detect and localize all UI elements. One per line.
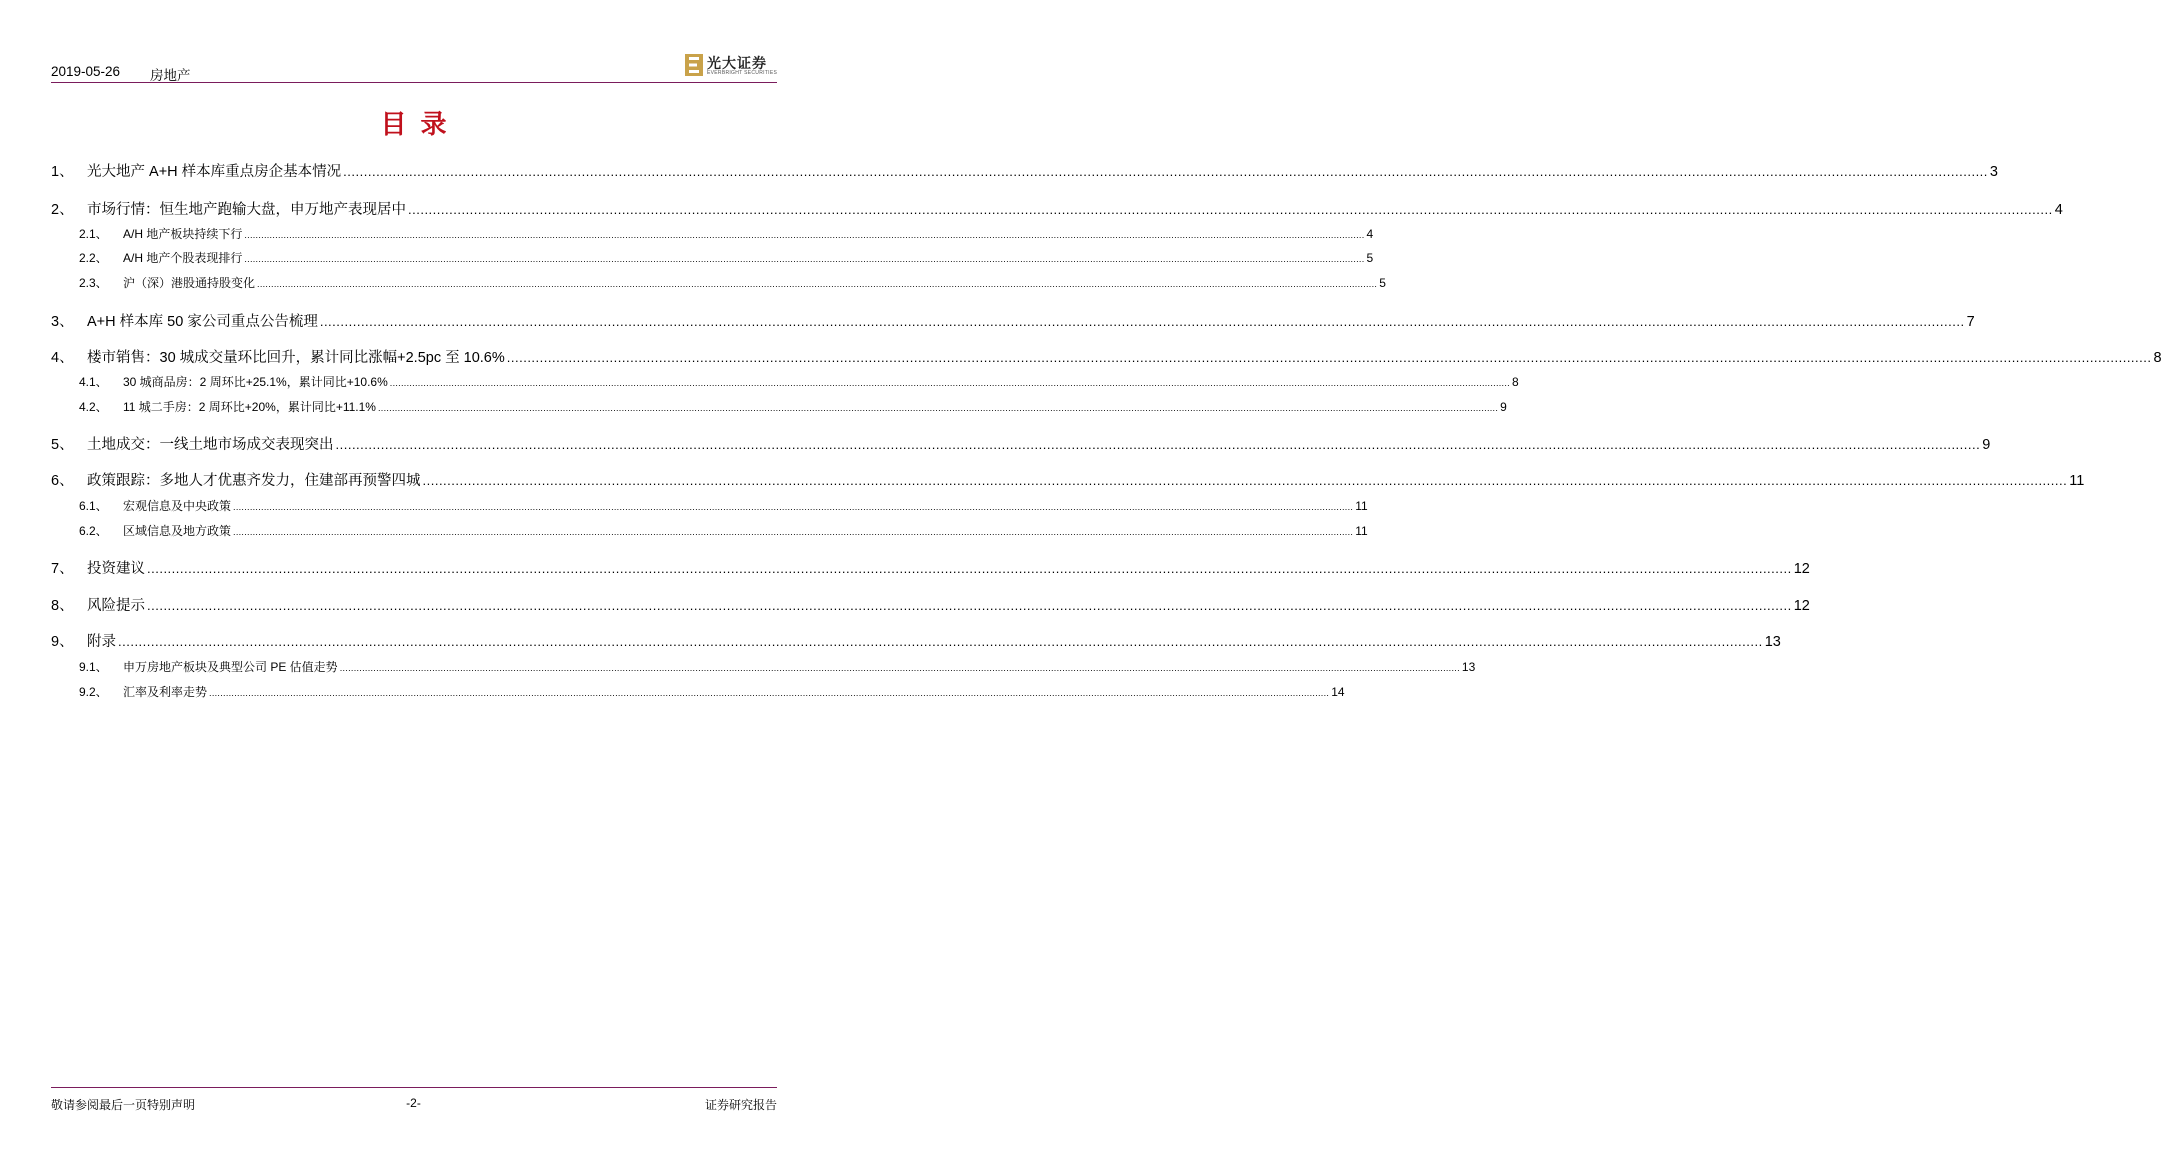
toc-entry-page: 9	[1500, 400, 1507, 414]
toc-entry-title: 沪（深）港股通持股变化	[123, 276, 256, 290]
toc-entry-page: 12	[1793, 561, 1810, 577]
toc-leader-dots: ................................................................................................................................................................................................................................................................................................................................................................................................................	[377, 403, 1499, 413]
toc-entry[interactable]	[51, 346, 2162, 367]
toc-entry-page: 3	[1989, 164, 1998, 180]
toc-entry-number: 3、	[51, 314, 74, 330]
toc-entry-page: 13	[1764, 634, 1781, 650]
toc-title: 目录	[380, 110, 461, 140]
toc-entry-page: 12	[1793, 598, 1810, 614]
toc-entry-title: 楼市销售：30 城成交量环比回升，累计同比涨幅+2.5pc 至 10.6%	[87, 350, 505, 366]
toc-entry-number: 6.2、	[79, 524, 108, 538]
toc-subentry[interactable]	[79, 373, 1519, 390]
toc-entry-title: 风险提示	[87, 598, 145, 614]
toc-entry-title: 区域信息及地方政策	[123, 524, 232, 538]
toc-entry-number: 9、	[51, 634, 74, 650]
toc-leader-dots: ................................................................................................................................................................................................................................................................................................................................................................................................................	[209, 688, 1330, 698]
toc-entry-title: 申万房地产板块及典型公司 PE 估值走势	[123, 660, 338, 674]
everbright-logo-icon	[685, 54, 703, 76]
toc-leader-dots: ................................................................................................................................................................................................................................................................................................................................................................................................................	[233, 502, 1354, 512]
toc-entry-page: 11	[2069, 473, 2085, 489]
logo-chinese-name: 光大证券	[707, 56, 767, 72]
toc-leader-dots: ................................................................................................................................................................................................................................................................................................................................................................................................................	[118, 634, 1763, 649]
toc-entry-page: 8	[2153, 350, 2162, 366]
toc-leader-dots: ................................................................................................................................................................................................................................................................................................................................................................................................................	[389, 378, 1510, 388]
toc-entry-page: 4	[2054, 202, 2063, 218]
toc-entry-number: 2.3、	[79, 276, 108, 290]
toc-entry-page: 13	[1461, 660, 1476, 674]
toc-entry-title: 土地成交：一线土地市场成交表现突出	[87, 437, 334, 453]
toc-subentry[interactable]	[79, 225, 1374, 242]
toc-entry-page: 4	[1366, 227, 1374, 241]
toc-leader-dots: ................................................................................................................................................................................................................................................................................................................................................................................................................	[408, 202, 2053, 217]
toc-entry-page: 9	[1982, 437, 1991, 453]
toc-entry-number: 2.1、	[79, 227, 108, 241]
toc-entry-number: 4.2、	[79, 400, 108, 414]
toc-subentry[interactable]	[79, 683, 1345, 700]
toc-entry-number: 9.1、	[79, 660, 108, 674]
toc-entry-title: A+H 样本库 50 家公司重点公告梳理	[87, 314, 318, 330]
toc-entry-page: 8	[1511, 375, 1519, 389]
footer-doc-type: 证券研究报告	[704, 1098, 777, 1112]
toc-entry-title: 30 城商品房：2 周环比+25.1%，累计同比+10.6%	[123, 375, 388, 389]
toc-entry[interactable]	[51, 557, 1810, 578]
toc-entry-page: 11	[1355, 524, 1368, 538]
toc-subentry[interactable]	[79, 249, 1374, 266]
toc-subentry[interactable]	[79, 274, 1386, 291]
report-date: 2019-05-26	[51, 64, 121, 79]
toc-entry[interactable]	[51, 433, 1991, 454]
toc-leader-dots: ................................................................................................................................................................................................................................................................................................................................................................................................................	[244, 254, 1365, 264]
toc-entry-number: 9.2、	[79, 685, 108, 699]
footer-page-number: -2-	[406, 1096, 421, 1110]
toc-entry-page: 7	[1966, 314, 1975, 330]
toc-entry[interactable]	[51, 469, 2085, 490]
toc-entry[interactable]	[51, 594, 1810, 615]
toc-entry-title: A/H 地产板块持续下行	[123, 227, 243, 241]
toc-entry-title: 光大地产 A+H 样本库重点房企基本情况	[87, 164, 342, 180]
toc-entry[interactable]	[51, 630, 1781, 651]
toc-entry-number: 1、	[51, 164, 74, 180]
toc-entry-title: 附录	[87, 634, 116, 650]
toc-leader-dots: ................................................................................................................................................................................................................................................................................................................................................................................................................	[257, 279, 1378, 289]
toc-entry-number: 6.1、	[79, 499, 108, 513]
toc-subentry[interactable]	[79, 658, 1476, 675]
toc-entry-number: 4.1、	[79, 375, 108, 389]
report-sector: 房地产	[150, 68, 191, 83]
toc-leader-dots: ................................................................................................................................................................................................................................................................................................................................................................................................................	[506, 350, 2152, 365]
toc-entry-title: 投资建议	[87, 561, 145, 577]
toc-subentry[interactable]	[79, 497, 1368, 514]
toc-subentry[interactable]	[79, 522, 1368, 539]
header-divider	[51, 82, 777, 83]
toc-entry-number: 2、	[51, 202, 74, 218]
toc-leader-dots: ................................................................................................................................................................................................................................................................................................................................................................................................................	[339, 663, 1460, 673]
toc-entry-number: 2.2、	[79, 251, 108, 265]
toc-entry-number: 4、	[51, 350, 74, 366]
company-logo	[685, 52, 777, 78]
toc-leader-dots: ................................................................................................................................................................................................................................................................................................................................................................................................................	[244, 230, 1365, 240]
toc-entry-title: 政策跟踪：多地人才优惠齐发力，住建部再预警四城	[87, 473, 421, 489]
toc-leader-dots: ................................................................................................................................................................................................................................................................................................................................................................................................................	[343, 164, 1988, 179]
toc-entry[interactable]	[51, 198, 2063, 219]
toc-entry-title: 汇率及利率走势	[123, 685, 208, 699]
logo-english-name: EVERBRIGHT SECURITIES	[707, 70, 778, 76]
toc-entry-page: 5	[1366, 251, 1374, 265]
toc-leader-dots: ................................................................................................................................................................................................................................................................................................................................................................................................................	[422, 473, 2068, 488]
footer-disclaimer: 敬请参阅最后一页特别声明	[51, 1098, 196, 1112]
toc-entry-title: 宏观信息及中央政策	[123, 499, 232, 513]
toc-entry-title: 市场行情：恒生地产跑输大盘，申万地产表现居中	[87, 202, 406, 218]
toc-entry-page: 5	[1379, 276, 1386, 290]
footer-divider	[51, 1087, 777, 1088]
toc-entry-number: 5、	[51, 437, 74, 453]
toc-entry-page: 11	[1355, 499, 1368, 513]
toc-subentry[interactable]	[79, 398, 1507, 415]
toc-leader-dots: ................................................................................................................................................................................................................................................................................................................................................................................................................	[233, 527, 1354, 537]
toc-leader-dots: ................................................................................................................................................................................................................................................................................................................................................................................................................	[147, 598, 1792, 613]
toc-entry[interactable]	[51, 160, 1998, 181]
toc-entry-number: 7、	[51, 561, 74, 577]
toc-entry-number: 8、	[51, 598, 74, 614]
toc-leader-dots: ................................................................................................................................................................................................................................................................................................................................................................................................................	[335, 437, 1981, 452]
toc-leader-dots: ................................................................................................................................................................................................................................................................................................................................................................................................................	[147, 561, 1792, 576]
toc-entry-number: 6、	[51, 473, 74, 489]
toc-entry-page: 14	[1331, 685, 1345, 699]
toc-entry-title: A/H 地产个股表现排行	[123, 251, 243, 265]
toc-entry[interactable]	[51, 310, 1975, 331]
toc-entry-title: 11 城二手房：2 周环比+20%，累计同比+11.1%	[123, 400, 376, 414]
toc-leader-dots: ................................................................................................................................................................................................................................................................................................................................................................................................................	[319, 314, 1965, 329]
